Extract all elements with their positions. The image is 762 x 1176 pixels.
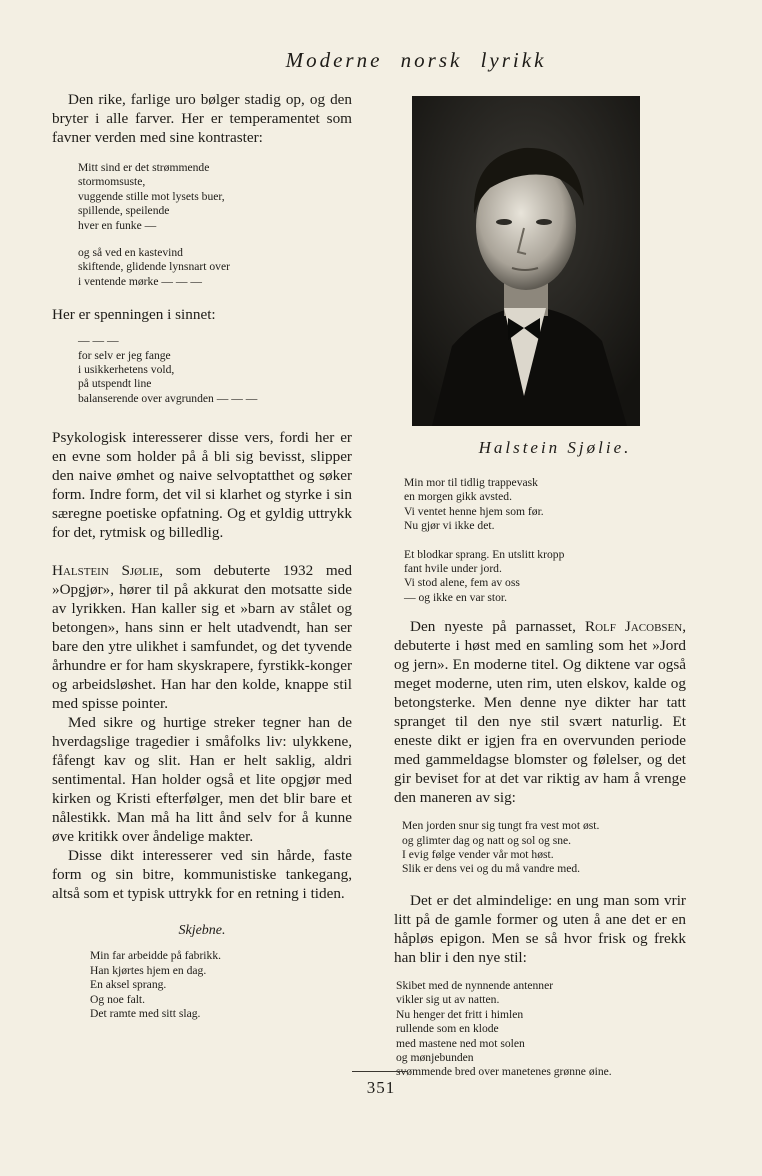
poem-blodkar: [404, 548, 686, 606]
poem-line: og glimter dag og natt og sol og sne.: [402, 833, 572, 847]
poem-line: Og noe falt.: [90, 992, 146, 1006]
poem-skibet: [396, 979, 686, 1080]
poem-line: vuggende stille mot lysets buer,: [78, 189, 225, 203]
poem-jorden: [402, 819, 686, 877]
poem-line: rullende som en klode: [396, 1022, 499, 1036]
almindelige-paragraph: Det er det almindelige: en ung man som vrir litt på de gamle former og uten å ane det er en håpløs epigon. Men se så hvor frisk og frekk han blir i den nye stil:: [394, 891, 686, 966]
poem-line: spillende, speilende: [78, 204, 170, 218]
poem-line: stormomsuste,: [78, 175, 146, 189]
page-number-rule: [352, 1071, 407, 1072]
portrait-photo: [412, 96, 640, 426]
right-column: [394, 96, 686, 1080]
poem-line: og så ved en kastevind: [78, 246, 183, 260]
poem-mitt-sind: [78, 161, 352, 233]
poem-line: Skibet med de nynnende antenner: [396, 978, 554, 992]
poem-line: skiftende, glidende lynsnart over: [78, 260, 230, 274]
intro-paragraph: Den rike, farlige uro bølger stadig op, og den bryter i alle farver. Her er temperamentet som favner verden med sine kontraster:: [52, 91, 352, 146]
paragraph-text: debuterte i høst med en samling som het »Jord og jern». En moderne titel. Og diktene var også meget moderne, uten rim, uten elskov, kalde og betongsterke. Men denne nye dikter har tatt spranget til den nye stil svært naturlig. Et eneste dikt er igjen fra en overvunden periode med gammeldagse blomster og følelser, og det gir beviset for at det var riktig av ham å vrenge den maneren av sig:: [394, 637, 686, 807]
poem-line: Mitt sind er det strømmende: [78, 161, 210, 174]
poem-line: Men jorden snur sig tungt fra vest mot øst.: [402, 819, 600, 833]
poem-line: for selv er jeg fange: [78, 348, 171, 362]
poem-line: Et blodkar sprang. En utslitt kropp: [404, 547, 565, 561]
poem-line: Han kjørtes hjem en dag.: [90, 963, 207, 977]
paragraph-text: Den nyeste på parnasset,: [410, 618, 585, 636]
running-head: Moderne norsk lyrikk: [285, 48, 547, 72]
poem-line: i ventende mørke — — —: [78, 274, 202, 288]
author-name: Halstein Sjølie,: [52, 562, 164, 580]
poem-line: svømmende bred over manetenes grønne øine.: [396, 1065, 612, 1079]
poem-line: med mastene ned mot solen: [396, 1036, 525, 1050]
poem-mor: [404, 476, 686, 534]
poem-line: Vi stod alene, fem av oss: [404, 576, 520, 590]
paragraph-text: som debuterte 1932 med »Opgjør», hører til på akkurat den motsatte side av lyrikken. Han kaller sig et »barn av stålet og betongen», hans sinn er helt utadvendt, han ser bare den ytre ulikhet i samfundet, og det tyvende århundre er for ham skyskrapere, fyrstikk-konger og arbeidsløshet. Han har den kolde, knappe stil med spisse pointer.: [52, 562, 352, 713]
photo-caption: Halstein Sjølie.: [478, 438, 632, 457]
poem-kastevind: [78, 246, 352, 289]
poem-line: og mønjebunden: [396, 1050, 474, 1064]
poem-line: på utspendt line: [78, 377, 152, 391]
halstein-paragraph: [52, 561, 352, 713]
poem-line: en morgen gikk avsted.: [404, 490, 512, 504]
poem-line: hver en funke —: [78, 218, 157, 232]
psykologisk-paragraph: Psykologisk interesserer disse vers, fordi her er en evne som holder på å bli sig bevisst, slipper den naive ømhet og naive selvoptatthet og søker form. Indre form, det vil si klarhet og styrke i sin særegne poetiske opfatning. Og et gyldig uttrykk for det, rytmisk og billedlig.: [52, 429, 352, 542]
poem-line: — — —: [78, 334, 119, 348]
poem-line: i usikkerhetens vold,: [78, 363, 175, 377]
poem-line: Slik er dens vei og du må vandre med.: [402, 862, 581, 876]
poem-line: Vi ventet henne hjem som før.: [404, 504, 544, 518]
poem-line: fant hvile under jord.: [404, 562, 502, 576]
portrait-illustration: [412, 96, 640, 426]
left-column: [52, 90, 352, 1021]
poem-line: Nu gjør vi ikke det.: [404, 519, 495, 533]
page-number: 351: [366, 1078, 396, 1097]
poem-line: — og ikke en var stor.: [404, 590, 508, 604]
poem-line: I evig følge vender vår mot høst.: [402, 848, 554, 862]
poem-line: Det ramte med sitt slag.: [90, 1006, 201, 1020]
poem-line: Min mor til tidlig trappevask: [404, 476, 538, 489]
poem-fange: [78, 334, 352, 406]
poem-line: En aksel sprang.: [90, 978, 167, 992]
sikre-paragraph: Med sikre og hurtige streker tegner han de hverdagslige tragedier i småfolks liv: ulykkene, fåfengt kav og slit. Han er helt saklig, aldri sentimental. Han holder også et lite opgjør med kirken og Kristi efterfølger, men det blir bare et nålestikk. Man må ha litt ånd selv for å kunne øve kritikk over åndelige makter.: [52, 714, 352, 846]
poem-line: Nu henger det fritt i himlen: [396, 1007, 524, 1021]
poem-line: Min far arbeidde på fabrikk.: [90, 949, 222, 963]
spenning-line: Her er spenningen i sinnet:: [52, 306, 216, 324]
poem-skjebne: [90, 949, 352, 1021]
poem-title-skjebne: Skjebne.: [178, 923, 226, 939]
poem-line: balanserende over avgrunden — — —: [78, 391, 258, 405]
poem-line: vikler sig ut av natten.: [396, 993, 500, 1007]
nyeste-paragraph: [394, 617, 686, 807]
disse-paragraph: Disse dikt interesserer ved sin hårde, faste form og sin bitre, kommunistiske tankegang, altså som et typisk uttrykk for en retning i tiden.: [52, 847, 352, 903]
author-name: Rolf Jacobsen,: [584, 618, 686, 636]
